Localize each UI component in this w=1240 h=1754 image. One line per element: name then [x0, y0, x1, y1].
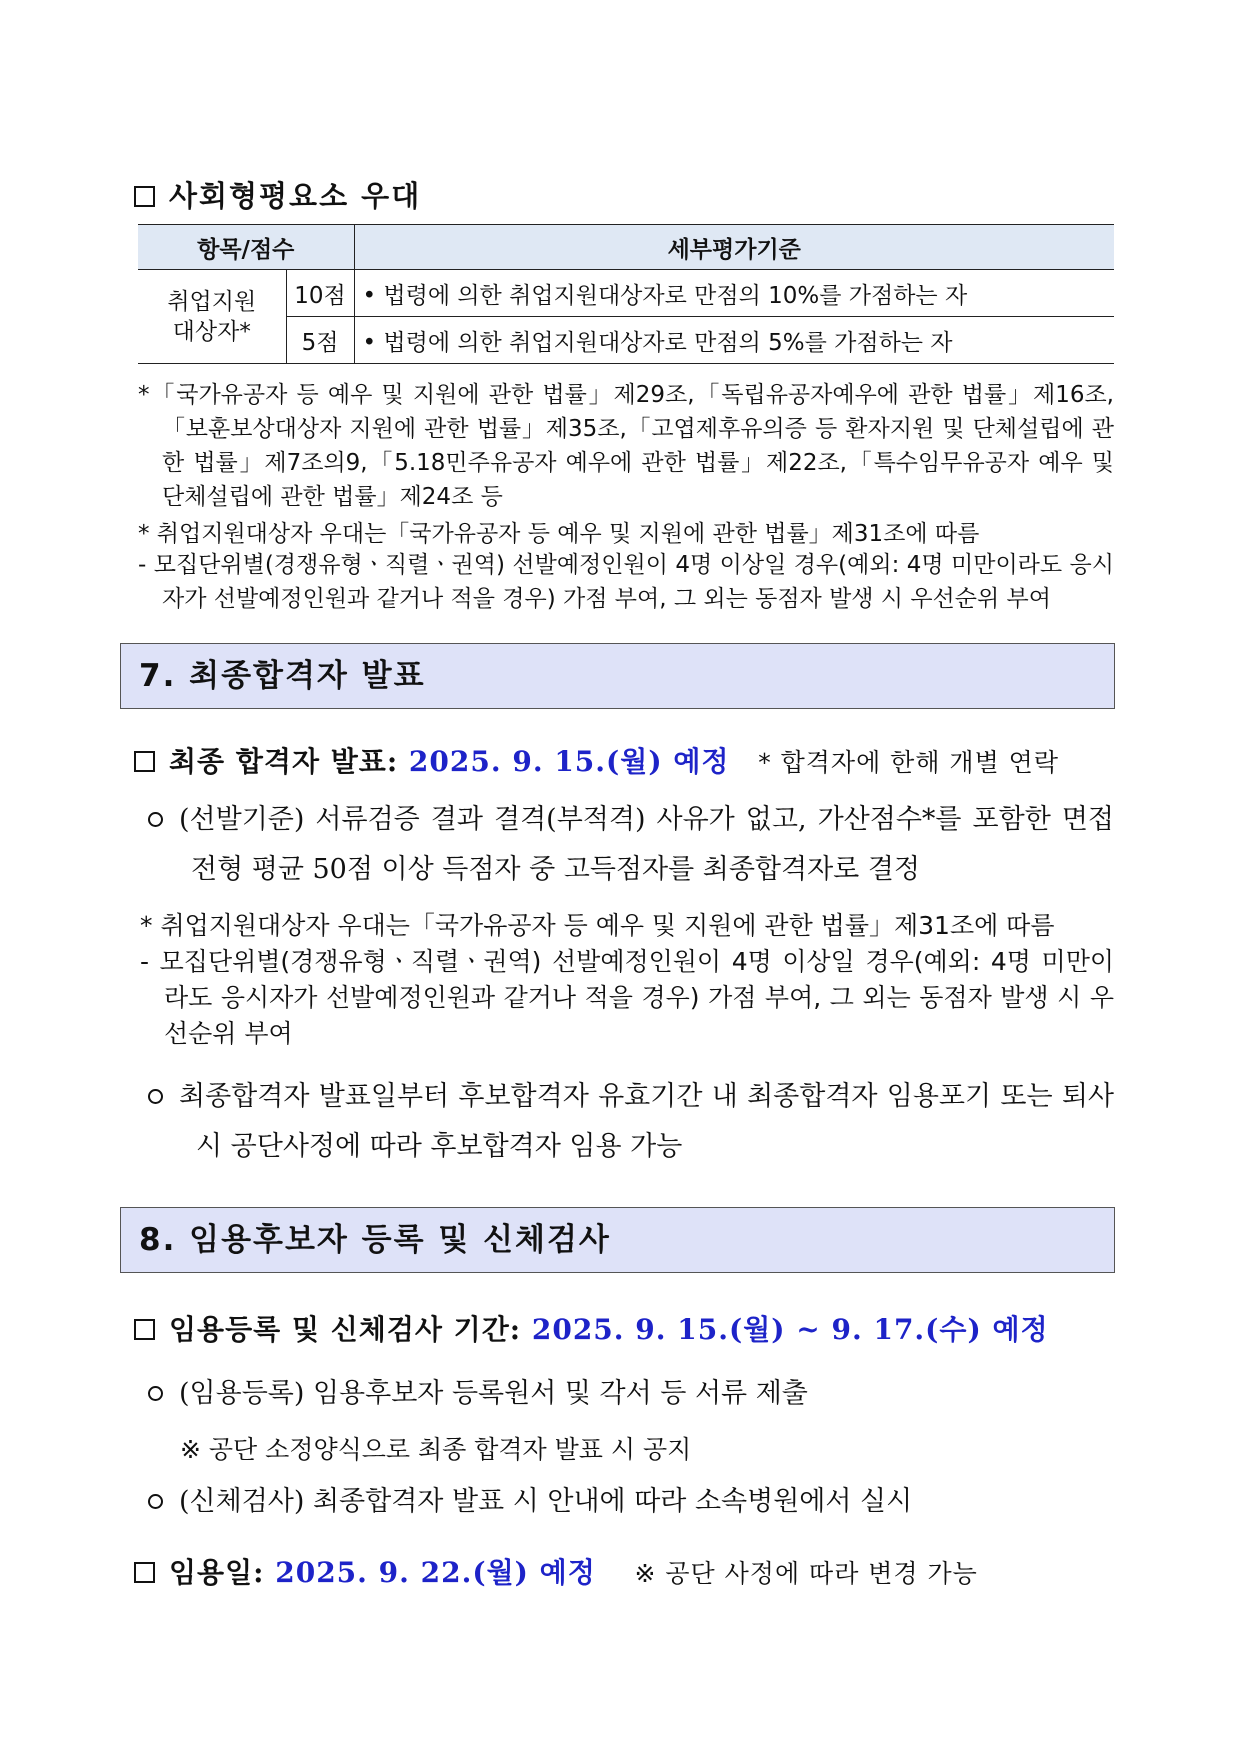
score-cell: 5점 — [286, 317, 354, 364]
registration-note: ※ 공단 소정양식으로 최종 합격자 발표 시 공지 — [180, 1435, 692, 1464]
bonus-rule-note: - 모집단위별(경쟁유형ㆍ직렬ㆍ권역) 선발예정인원이 4명 이상일 경우(예외: 4명 미만이라도 응시자가 선발예정인원과 같거나 적을 경우) 가점 부여, 그 외는 동점자 발생 시 우선순위 부여 — [140, 947, 1114, 1048]
appoint-date: 2025. 9. 22.(월) 예정 — [275, 1556, 596, 1589]
selection-criteria-bullet — [148, 795, 1114, 895]
section-social-heading — [134, 174, 421, 215]
appoint-note: ※ 공단 사정에 따라 변경 가능 — [634, 1559, 978, 1588]
table-row — [138, 270, 1114, 317]
category-cell — [138, 270, 286, 364]
appoint-label: 임용일: — [169, 1556, 265, 1589]
score-cell: 10점 — [286, 270, 354, 317]
registration-bullet — [148, 1370, 808, 1418]
announce-label: 최종 합격자 발표: — [169, 745, 399, 778]
circle-bullet-icon — [148, 812, 163, 827]
section8-banner: 8. 임용후보자 등록 및 신체검사 — [120, 1207, 1115, 1273]
header-item-score: 항목/점수 — [138, 225, 354, 270]
checkbox-square-icon — [134, 751, 155, 772]
checkbox-square-icon — [134, 186, 155, 207]
category-line: 대상자* — [172, 318, 251, 345]
checkbox-square-icon — [134, 1319, 155, 1340]
section-social-title: 사회형평요소 우대 — [169, 179, 422, 213]
medical-check-text: (신체검사) 최종합격자 발표 시 안내에 따라 소속병원에서 실시 — [179, 1486, 913, 1517]
law-references-note: *「국가유공자 등 예우 및 지원에 관한 법률」제29조,「독립유공자예우에 관한 법률」제16조, 「보훈보상대상자 지원에 관한 법률」제35조,「고엽제후유의증 등 환자지원 및 단체설립에 관한 법률」제7조의9,「5.18민주유공자 예우에 관한 법률」제22조,「특수임무유공자 예우 및 단체설립에 관한 법률」제24조 등 — [138, 382, 1114, 510]
circle-bullet-icon — [148, 1494, 163, 1509]
replacement-text: 최종합격자 발표일부터 후보합격자 유효기간 내 최종합격자 임용포기 또는 퇴사 시 공단사정에 따라 후보합격자 임용 가능 — [179, 1081, 1114, 1162]
selection-criteria-text: (선발기준) 서류검증 결과 결격(부적격) 사유가 없고, 가산점수*를 포함한 면접전형 평균 50점 이상 득점자 중 고득점자를 최종합격자로 결정 — [179, 804, 1114, 885]
bonus-rule-note: - 모집단위별(경쟁유형ㆍ직렬ㆍ권역) 선발예정인원이 4명 이상일 경우(예외: 4명 미만이라도 응시자가 선발예정인원과 같거나 적을 경우) 가점 부여, 그 외는 동점자 발생 시 우선순위 부여 — [138, 552, 1114, 612]
announce-date: 2025. 9. 15.(월) 예정 — [408, 745, 730, 778]
criteria-table — [138, 224, 1114, 364]
circle-bullet-icon — [148, 1089, 163, 1104]
header-criteria: 세부평가기준 — [354, 225, 1114, 270]
preference-note: * 취업지원대상자 우대는「국가유공자 등 예우 및 지원에 관한 법률」제31조에 따름 — [138, 521, 980, 547]
category-line: 취업지원 — [167, 288, 257, 315]
checkbox-square-icon — [134, 1562, 155, 1583]
table-header-row — [138, 225, 1114, 270]
criteria-cell: • 법령에 의한 취업지원대상자로 만점의 5%를 가점하는 자 — [354, 317, 1114, 364]
registration-text: (임용등록) 임용후보자 등록원서 및 각서 등 서류 제출 — [179, 1378, 808, 1409]
final-announce-line — [134, 740, 1059, 780]
medical-check-bullet — [148, 1478, 912, 1526]
announce-note: * 합격자에 한해 개별 연락 — [758, 748, 1059, 777]
period-label: 임용등록 및 신체검사 기간: — [169, 1313, 522, 1346]
preference-note: * 취업지원대상자 우대는「국가유공자 등 예우 및 지원에 관한 법률」제31조에 따름 — [140, 911, 1055, 940]
appointment-date-line — [134, 1551, 978, 1591]
circle-bullet-icon — [148, 1386, 163, 1401]
registration-period-line — [134, 1308, 1049, 1348]
criteria-cell: • 법령에 의한 취업지원대상자로 만점의 10%를 가점하는 자 — [354, 270, 1114, 317]
replacement-bullet — [148, 1072, 1114, 1172]
period-date: 2025. 9. 15.(월) ~ 9. 17.(수) 예정 — [531, 1313, 1049, 1346]
section7-banner: 7. 최종합격자 발표 — [120, 643, 1115, 709]
